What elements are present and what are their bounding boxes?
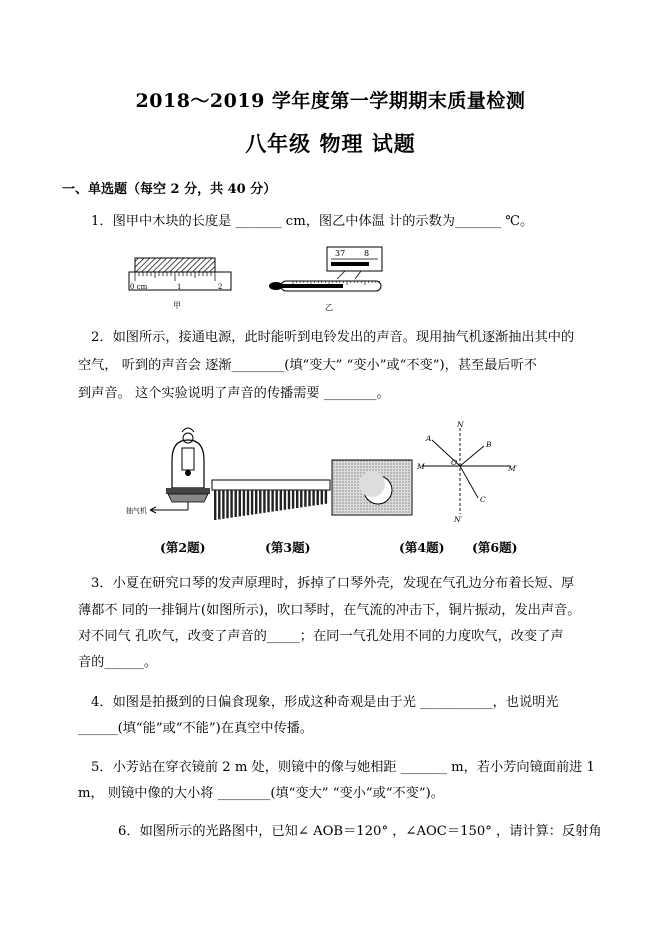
q3-text-line4: 音的______。 — [78, 655, 158, 670]
q2-text-line2: 空气， 听到的声音会 逐渐________(填“变大” “变小”或“不变”)，甚至最后听不 — [78, 358, 537, 373]
optics-label-C: C — [480, 495, 486, 504]
ruler-tick-1: 1 — [177, 283, 182, 291]
thermo-scale-8: 8 — [364, 249, 370, 258]
ruler-tick-2: 2 — [218, 283, 223, 291]
optics-label-M2: M′ — [508, 464, 518, 473]
q2-text-line1: 2．如图所示，接通电源，此时能听到电铃发出的声音。现用抽气机逐渐抽出其中的 — [91, 330, 575, 345]
bell-jar-figure — [126, 428, 210, 515]
thermo-scale-37: 37 — [335, 249, 346, 258]
figure-row — [120, 418, 520, 528]
optics-label-A: A — [426, 434, 432, 443]
caption-q4: (第4题) — [399, 540, 445, 555]
thermometer-figure — [263, 244, 393, 312]
q3-text-line1: 3．小夏在研究口琴的发声原理时，拆掉了口琴外壳，发现在气孔边分布着长短、厚 — [91, 576, 575, 591]
q5-text-line2: m， 则镜中像的大小将 ________(填“变大” “变小”或“不变”)。 — [78, 786, 444, 801]
optics-label-N2: N′ — [454, 515, 463, 524]
optics-label-O: O — [451, 458, 458, 467]
optics-label-N: N — [457, 420, 464, 429]
optics-figure — [422, 428, 510, 514]
harmonica-figure — [212, 480, 330, 520]
q4-text-line2: ______(填“能”或“不能”)在真空中传播。 — [78, 721, 314, 736]
thermo-caption: 乙 — [325, 303, 333, 312]
pump-label: 抽气机 — [126, 507, 147, 515]
eclipse-figure — [332, 460, 412, 515]
q1-text: 1．图甲中木块的长度是 _______ cm，图乙中体温 计的示数为_______ ℃。 — [91, 214, 534, 229]
q3-text-line3: 对不同气 孔吹气，改变了声音的_____；在同一气孔处用不同的力度吹气，改变了声 — [78, 629, 564, 644]
q5-text-line1: 5．小芳站在穿衣镜前 2 m 处，则镜中的像与她相距 _______ m，若小芳向镜面前进 1 — [91, 760, 595, 775]
q4-text-line1: 4．如图是拍摄到的日偏食现象，形成这种奇观是由于光 ___________，也说明光 — [91, 695, 559, 710]
optics-label-M: M — [417, 462, 425, 471]
q2-text-line3: 到声音。 这个实验说明了声音的传播需要 ________。 — [78, 386, 390, 401]
q3-text-line2: 薄都不 同的一排铜片(如图所示)，吹口琴时，在气流的冲击下，铜片振动，发出声音。 — [78, 603, 581, 618]
optics-label-B: B — [486, 440, 492, 449]
caption-q3: (第3题) — [265, 540, 311, 555]
q6-text-line1: 6．如图所示的光路图中，已知∠ AOB＝120° ，∠AOC＝150° ，请计算：反射角 — [118, 824, 602, 839]
caption-q2: (第2题) — [160, 540, 206, 555]
section-heading: 一、单选题（每空 2 分，共 40 分） — [62, 182, 277, 197]
thermo-zoom-column — [331, 262, 369, 266]
ruler-tick-0: 0 cm — [130, 283, 148, 291]
wood-block — [135, 258, 215, 272]
ruler-figure — [125, 254, 237, 312]
ruler-caption: 甲 — [173, 301, 181, 310]
exam-title: 2018～2019 学年度第一学期期末质量检测 — [135, 90, 526, 112]
exam-subtitle: 八年级 物理 试题 — [245, 131, 416, 156]
caption-q6: (第6题) — [472, 540, 518, 555]
